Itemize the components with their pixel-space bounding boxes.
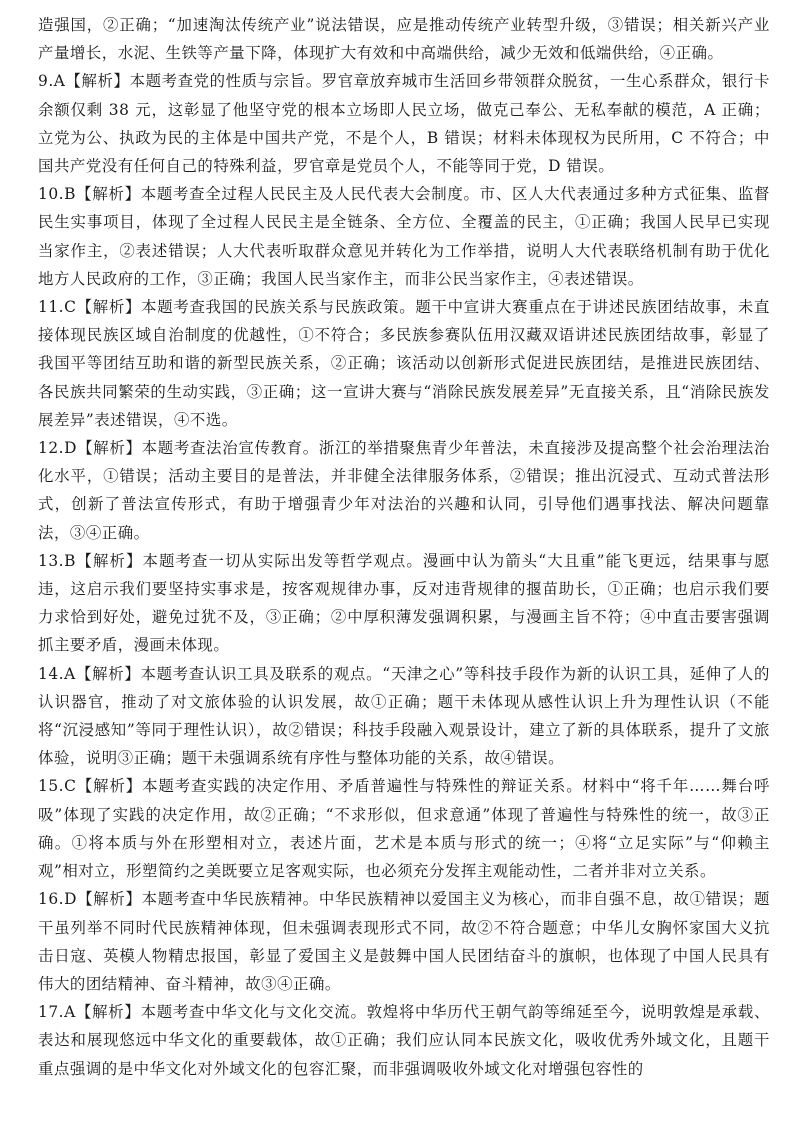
- answer-explanation-16: 16.D【解析】本题考查中华民族精神。中华民族精神以爱国主义为核心，而非自强不息，故①错误；题干虽列举不同时代民族精神体现，但未强调表现形式不同，故②不符合题意；中华儿女胸怀家国大义抗击日寇、英模人物精忠报国，彰显了爱国主义是鼓舞中国人民团结奋斗的旗帜，也体现了中国人民具有伟大的团结精神、奋斗精神，故③④正确。: [38, 890, 770, 993]
- paragraph-continuation: 造强国，②正确；“加速淘汰传统产业”说法错误，应是推动传统产业转型升级，③错误；相关新兴产业产量增长，水泥、生铁等产量下降，体现扩大有效和中高端供给，减少无效和低端供给，④正确。: [38, 16, 770, 63]
- answer-explanation-10: 10.B【解析】本题考查全过程人民民主及人民代表大会制度。市、区人大代表通过多种方式征集、监督民生实事项目，体现了全过程人民民主是全链条、全方位、全覆盖的民主，①正确；我国人民早已实现当家作主，②表述错误；人大代表听取群众意见并转化为工作举措，说明人大代表联络机制有助于优化地方人民政府的工作，③正确；我国人民当家作主，而非公民当家作主，④表述错误。: [38, 185, 770, 288]
- answer-explanation-11: 11.C【解析】本题考查我国的民族关系与民族政策。题干中宣讲大赛重点在于讲述民族团结故事，未直接体现民族区域自治制度的优越性，①不符合；多民族参赛队伍用汉藏双语讲述民族团结故事，彰显了我国平等团结互助和谐的新型民族关系，②正确；该活动以创新形式促进民族团结，是推进民族团结、各民族共同繁荣的生动实践，③正确；这一宣讲大赛与“消除民族发展差异”无直接关系，且“消除民族发展差异”表述错误，④不选。: [38, 298, 770, 429]
- answer-explanation-14: 14.A【解析】本题考查认识工具及联系的观点。“天津之心”等科技手段作为新的认识工具，延伸了人的认识器官，推动了对文旅体验的认识发展，故①正确；题干未体现从感性认识上升为理性认识（不能将“沉浸感知”等同于理性认识），故②错误；科技手段融入观景设计，建立了新的具体联系，提升了文旅体验，说明③正确；题干未强调系统有序性与整体功能的关系，故④错误。: [38, 664, 770, 768]
- answer-explanation-17: 17.A【解析】本题考查中华文化与文化交流。敦煌将中华历代王朝气韵等绵延至今，说明敦煌是承载、表达和展现悠远中华文化的重要载体，故①正确；我们应认同本民族文化，吸收优秀外域文化，且题干重点强调的是中华文化对外域文化的包容汇聚，而非强调吸收外域文化对增强包容性的: [38, 1003, 770, 1078]
- answer-explanation-15: 15.C【解析】本题考查实践的决定作用、矛盾普遍性与特殊性的辩证关系。材料中“将千年……舞台呼吸”体现了实践的决定作用，故②正确；“不求形似，但求意通”体现了普遍性与特殊性的统一，故③正确。①将本质与外在形塑相对立，表述片面，艺术是本质与形式的统一；④将“立足实际”与“仰赖主观”相对立，形塑简约之美既要立足客观实际，也必须充分发挥主观能动性，二者并非对立关系。: [38, 777, 770, 881]
- answer-explanation-12: 12.D【解析】本题考查法治宣传教育。浙江的举措聚焦青少年普法，未直接涉及提高整个社会治理法治化水平，①错误；活动主要目的是普法，并非健全法律服务体系，②错误；推出沉浸式、互动式普法形式，创新了普法宣传形式，有助于增强青少年对法治的兴趣和认同，引导他们遇事找法、解决问题靠法，③④正确。: [38, 439, 770, 542]
- answer-explanation-9: 9.A【解析】本题考查党的性质与宗旨。罗官章放弃城市生活回乡带领群众脱贫，一生心系群众，银行卡余额仅剩 38 元，这彰显了他坚守党的根本立场即人民立场，做克己奉公、无私奉献的模范，A 正确；立党为公、执政为民的主体是中国共产党，不是个人，B 错误；材料未体现权为民所用，C 不符合；中国共产党没有任何自己的特殊利益，罗官章是党员个人，不能等同于党，D 错误。: [38, 72, 770, 176]
- answer-explanation-13: 13.B【解析】本题考查一切从实际出发等哲学观点。漫画中认为箭头“大且重”能飞更远，结果事与愿违，这启示我们要坚持实事求是，按客观规律办事，反对违背规律的揠苗助长，①正确；也启示我们要力求恰到好处，避免过犹不及，③正确；②中厚积薄发强调积累，与漫画主旨不符；④中直击要害强调抓主要矛盾，漫画未体现。: [38, 551, 770, 655]
